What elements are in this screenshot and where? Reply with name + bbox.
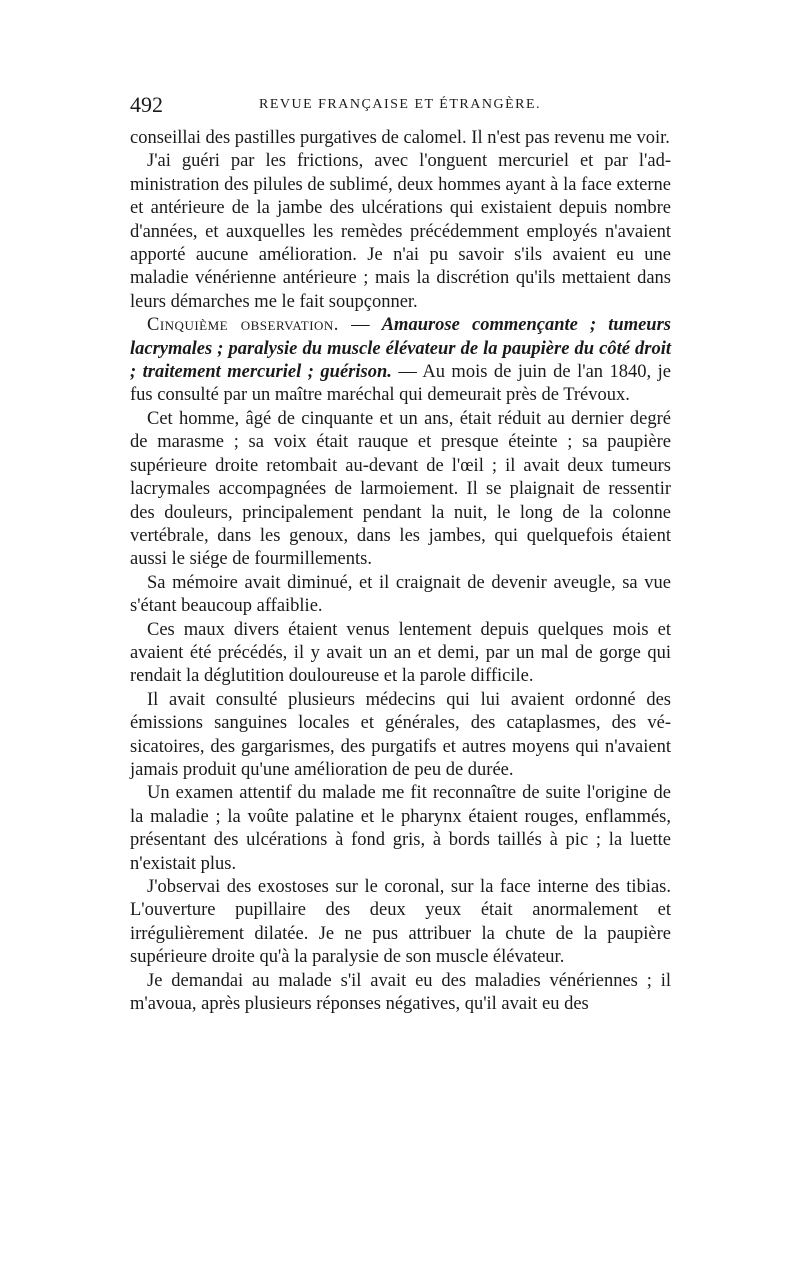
body-text bbox=[130, 127, 671, 1016]
paragraph: J'observai des exostoses sur le coronal, sur la face interne des tibias. L'ouverture pupillaire des deux yeux était anormalement et irrégulièrement dilatée. Je ne pus attribuer la chute de la paupière supérieure droite qu'à la paralysie de son muscle élévateur. bbox=[130, 877, 671, 968]
observation-label: Cinquième observation. bbox=[147, 315, 339, 336]
paragraph: Il avait consulté plusieurs médecins qui lui avaient ordonné des émissions sanguines locales et générales, des cataplasmes, des vésicatoires, des gargarismes, des purgatifs et autres moyens qui n'avaient jamais produit qu'une amélioration de peu de durée. bbox=[130, 689, 671, 780]
observation-dash: — bbox=[338, 315, 382, 336]
running-title: REVUE FRANÇAISE ET ÉTRANGÈRE. bbox=[258, 97, 542, 112]
observation-title: Amaurose commençante ; tumeurs lacrymales ; paralysie du muscle élévateur de la paupière du côté droit ; traitement mercuriel ; guérison. bbox=[130, 315, 671, 383]
observation-heading-paragraph bbox=[130, 314, 671, 408]
paragraph: Cet homme, âgé de cinquante et un ans, était réduit au dernier degré de marasme ; sa voix était rauque et presque éteinte ; sa paupière supérieure droite retombait au-devant de l'œil ; il avait deux tumeurs lacrymales accompagnées de larmoiement. Il se plaignait de ressentir des douleurs, principalement pendant la nuit, le long de la colonne vertébrale, dans les genoux, dans les jambes, qui quelquefois étaient aussi le siége de fourmillements. bbox=[130, 408, 671, 570]
paragraph: Je demandai au malade s'il avait eu des maladies vénériennes ; il m'avoua, après plusieurs réponses négatives, qu'il avait eu des bbox=[130, 970, 671, 1015]
paragraph: Ces maux divers étaient venus lentement depuis quelques mois et avaient été précédés, il y avait un an et demi, par un mal de gorge qui rendait la déglutition douloureuse et la parole difficile. bbox=[130, 619, 671, 687]
paragraph: J'ai guéri par les frictions, avec l'onguent mercuriel et par l'administration des pilules de sublimé, deux hommes ayant à la face externe et antérieure de la jambe des ulcérations qui existaient depuis nombre d'années, et auxquelles les remèdes précédemment employés n'avaient apporté aucune amélioration. Je n'ai pu savoir s'ils avaient eu une maladie vénérienne antérieure ; mais la discrétion qu'ils mettaient dans leurs démarches me le fait soupçonner. bbox=[130, 151, 671, 312]
running-head bbox=[130, 92, 670, 118]
page-number: 492 bbox=[130, 92, 163, 117]
paragraph: Un examen attentif du malade me fit reconnaître de suite l'origine de la maladie ; la voûte palatine et le pharynx étaient rouges, enflammés, présentant des ulcérations à fond gris, à bords taillés à pic ; la luette n'existait plus. bbox=[130, 783, 671, 874]
paragraph-continuation: conseillai des pastilles purgatives de calomel. Il n'est pas revenu me voir. bbox=[130, 128, 670, 148]
observation-text: — Au mois de juin de l'an 1840, je fus consulté par un maître maréchal qui demeurait près de Trévoux. bbox=[130, 362, 671, 406]
paragraph: Sa mémoire avait diminué, et il craignait de devenir aveugle, sa vue s'étant beaucoup affaiblie. bbox=[130, 572, 671, 617]
